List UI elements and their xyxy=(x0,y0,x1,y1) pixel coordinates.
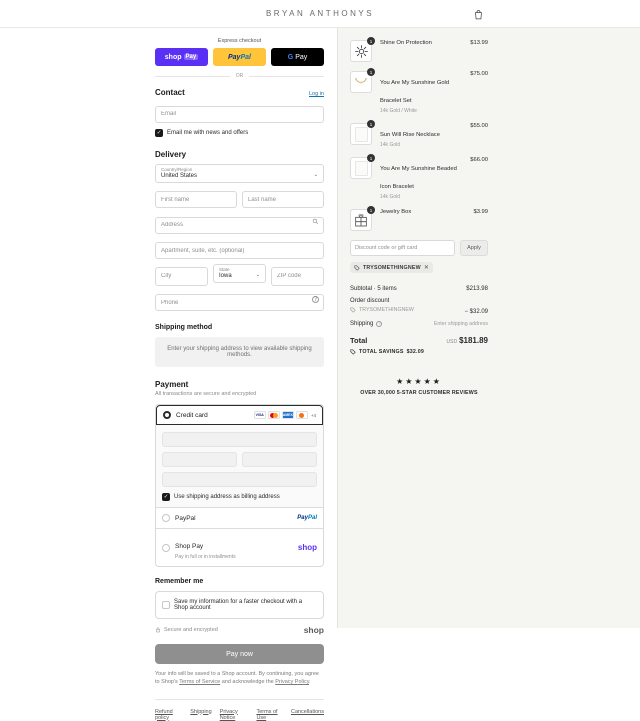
remember-me-heading: Remember me xyxy=(155,578,204,585)
google-pay-express-button[interactable]: G Pay xyxy=(271,48,324,66)
savings-label: TOTAL SAVINGS xyxy=(359,348,404,355)
state-label: State xyxy=(219,267,230,272)
card-box-icon xyxy=(355,161,368,176)
more-cards-badge: +4 xyxy=(310,412,316,418)
quantity-badge: 1 xyxy=(367,206,375,214)
product-name: Shine On Protection xyxy=(380,40,432,46)
footer-links xyxy=(155,709,324,721)
card-expiry-field[interactable] xyxy=(162,452,237,467)
legal-text: Your info will be saved to a Shop account. By continuing, you agree to Shop's Terms of Service and acknowledge the Privacy Policy. xyxy=(155,671,319,686)
shop-pay-option-label: Shop Pay xyxy=(175,543,204,550)
line-item xyxy=(350,157,488,200)
tag-icon xyxy=(354,265,360,271)
shop-pay-express-button[interactable] xyxy=(155,48,208,66)
line-item xyxy=(350,209,488,231)
billing-address-label: Use shipping address as billing address xyxy=(174,494,280,500)
quantity-badge: 1 xyxy=(367,68,375,76)
terms-of-use-link[interactable]: Terms of Use xyxy=(256,708,278,721)
apply-discount-button[interactable]: Apply xyxy=(460,240,488,256)
product-price: $3.99 xyxy=(473,209,488,215)
product-name: Jewelry Box xyxy=(380,209,412,215)
paypal-radio[interactable] xyxy=(162,514,170,522)
help-icon[interactable]: ? xyxy=(313,295,318,303)
paypal-option-label: PayPal xyxy=(175,514,196,522)
shop-pay-logo: shop xyxy=(164,53,182,61)
bracelet-icon xyxy=(353,74,369,90)
billing-address-checkbox[interactable]: ✓ xyxy=(163,494,169,500)
quantity-badge: 1 xyxy=(367,120,375,128)
product-price: $75.00 xyxy=(470,71,488,77)
shop-logo: shop xyxy=(297,543,317,552)
discount-row xyxy=(350,240,488,256)
visa-icon: VISA xyxy=(255,413,264,417)
product-variant: 14k Gold xyxy=(380,142,401,148)
applied-discount-chip xyxy=(350,262,433,273)
country-select[interactable] xyxy=(155,164,324,183)
news-optin-label: Email me with news and offers xyxy=(167,129,249,136)
terms-of-service-link[interactable]: Terms of Service xyxy=(179,679,221,686)
remember-me-box xyxy=(155,591,324,619)
total-savings-row xyxy=(350,349,488,355)
express-checkout-buttons xyxy=(155,48,324,66)
info-icon[interactable]: ? xyxy=(378,321,381,326)
quantity-badge: 1 xyxy=(367,37,375,45)
shop-pay-option-subtitle: Pay in full or in installments xyxy=(175,554,236,560)
state-select[interactable] xyxy=(213,264,266,283)
address-field[interactable] xyxy=(155,217,324,234)
product-name: You Are My Sunshine Gold Bracelet Set xyxy=(380,80,450,104)
tag-icon xyxy=(350,349,356,355)
total-value: USD $181.89 xyxy=(446,335,488,345)
subtotal-value: $213.98 xyxy=(466,285,488,292)
cancellations-link[interactable]: Cancellations xyxy=(290,708,324,715)
product-price: $13.99 xyxy=(470,40,488,46)
product-thumbnail xyxy=(350,157,372,179)
discount-code-input[interactable] xyxy=(350,240,455,256)
applied-discount-code: TRYSOMETHINGNEW xyxy=(363,264,421,271)
mastercard-icon xyxy=(268,411,280,419)
contact-heading: Contact xyxy=(155,88,185,97)
paypal-logo: PayPal xyxy=(297,515,317,521)
shop-pay-logo-pay: Pay xyxy=(185,54,197,60)
star-rating: ★★★★★ xyxy=(396,376,442,386)
chevron-down-icon: ⌄ xyxy=(255,272,260,278)
email-field[interactable] xyxy=(155,106,324,123)
apartment-field[interactable] xyxy=(155,242,324,259)
total-label: Total xyxy=(350,335,368,345)
search-icon xyxy=(312,218,319,225)
footer-divider xyxy=(155,699,324,700)
shipping-value: Enter shipping address xyxy=(433,320,488,327)
lock-icon xyxy=(155,627,161,633)
secure-row xyxy=(155,625,324,635)
reviews-caption: OVER 30,000 5-STAR CUSTOMER REVIEWS xyxy=(360,389,478,396)
save-info-checkbox[interactable] xyxy=(162,601,170,609)
privacy-policy-link[interactable]: Privacy Policy xyxy=(275,679,310,686)
credit-card-option[interactable] xyxy=(156,405,323,425)
product-thumbnail xyxy=(350,123,372,145)
refund-policy-link[interactable]: Refund policy xyxy=(155,708,173,721)
product-variant: 14k Gold / White xyxy=(380,108,417,114)
card-number-field[interactable] xyxy=(162,432,317,447)
google-pay-logo: G xyxy=(287,53,294,61)
shipping-method-notice: Enter your shipping address to view available shipping methods. xyxy=(155,337,324,367)
country-value: United States xyxy=(161,172,198,179)
contact-header-row xyxy=(155,88,324,97)
close-icon[interactable]: ✕ xyxy=(423,264,429,271)
line-item xyxy=(350,123,488,148)
chevron-down-icon: ⌄ xyxy=(313,171,318,178)
discount-amount: − $32.09 xyxy=(464,308,488,315)
or-divider: OR xyxy=(155,73,324,79)
credit-card-fields-panel xyxy=(156,425,323,507)
paypal-express-button[interactable]: Pay Pal xyxy=(213,48,266,66)
save-info-row[interactable] xyxy=(162,599,317,611)
phone-field[interactable] xyxy=(155,294,324,311)
news-optin-checkbox[interactable]: ✓ xyxy=(156,129,162,136)
currency-code: USD xyxy=(446,338,458,345)
product-price: $66.00 xyxy=(470,157,488,163)
save-info-label: Save my information for a faster checkout with a Shop account xyxy=(174,599,303,611)
city-field[interactable] xyxy=(155,267,208,286)
product-price: $55.00 xyxy=(470,123,488,129)
pay-now-button[interactable]: Pay now xyxy=(155,644,324,664)
billing-address-row[interactable] xyxy=(162,493,317,501)
cart-icon[interactable] xyxy=(473,8,485,20)
card-name-field[interactable] xyxy=(162,472,317,487)
jewelry-box-icon xyxy=(353,212,369,228)
card-box-icon xyxy=(355,127,368,142)
shop-pay-option[interactable] xyxy=(156,528,323,566)
credit-card-radio[interactable] xyxy=(163,411,171,419)
order-summary-column xyxy=(337,28,640,628)
product-name: You Are My Sunshine Beaded Icon Bracelet xyxy=(380,166,457,190)
subtotal-label: Subtotal · 5 items xyxy=(350,285,397,292)
payment-subtitle: All transactions are secure and encrypted xyxy=(155,391,257,397)
header xyxy=(0,0,640,28)
payment-methods-box xyxy=(155,404,324,567)
product-variant: 14k Gold xyxy=(380,194,401,200)
zip-field[interactable] xyxy=(271,267,324,286)
card-cvc-field[interactable] xyxy=(242,452,317,467)
line-item xyxy=(350,40,488,62)
product-thumbnail xyxy=(350,40,372,62)
state-value: Iowa xyxy=(219,273,232,279)
shipping-method-heading: Shipping method xyxy=(155,324,213,331)
store-logo[interactable]: BRYAN ANTHONYS xyxy=(265,9,375,18)
card-brand-icons xyxy=(254,411,316,419)
login-link[interactable]: Log in xyxy=(309,91,324,97)
sunburst-icon xyxy=(354,44,369,59)
shop-wordmark: shop xyxy=(303,625,324,635)
paypal-option[interactable] xyxy=(156,507,323,528)
privacy-notice-link[interactable]: Privacy Notice xyxy=(219,708,238,721)
shipping-link[interactable]: Shipping xyxy=(190,708,212,715)
first-name-field[interactable] xyxy=(155,191,237,208)
payment-heading: Payment xyxy=(155,380,189,389)
quantity-badge: 1 xyxy=(367,154,375,162)
express-checkout-label: Express checkout xyxy=(217,38,262,44)
line-item xyxy=(350,71,488,114)
paypal-logo: Pay xyxy=(228,53,241,61)
product-thumbnail xyxy=(350,209,372,231)
credit-card-label: Credit card xyxy=(176,411,208,419)
last-name-field[interactable] xyxy=(242,191,324,208)
tag-icon xyxy=(350,307,356,313)
country-label: Country/Region xyxy=(161,166,193,172)
product-thumbnail xyxy=(350,71,372,93)
discount-code-applied: TRYSOMETHINGNEW xyxy=(359,306,414,313)
product-name: Sun Will Rise Necklace xyxy=(380,132,440,138)
amex-icon: AMEX xyxy=(282,413,293,417)
order-discount-label: Order discount xyxy=(350,297,390,304)
savings-amount: $32.09 xyxy=(406,348,424,355)
shipping-label: Shipping xyxy=(350,320,374,327)
checkout-form-column xyxy=(0,28,337,721)
news-optin-row[interactable] xyxy=(155,129,324,137)
shop-pay-radio[interactable] xyxy=(162,544,170,552)
secure-label: Secure and encrypted xyxy=(164,627,218,633)
discover-icon xyxy=(296,411,308,419)
delivery-heading: Delivery xyxy=(155,149,187,159)
